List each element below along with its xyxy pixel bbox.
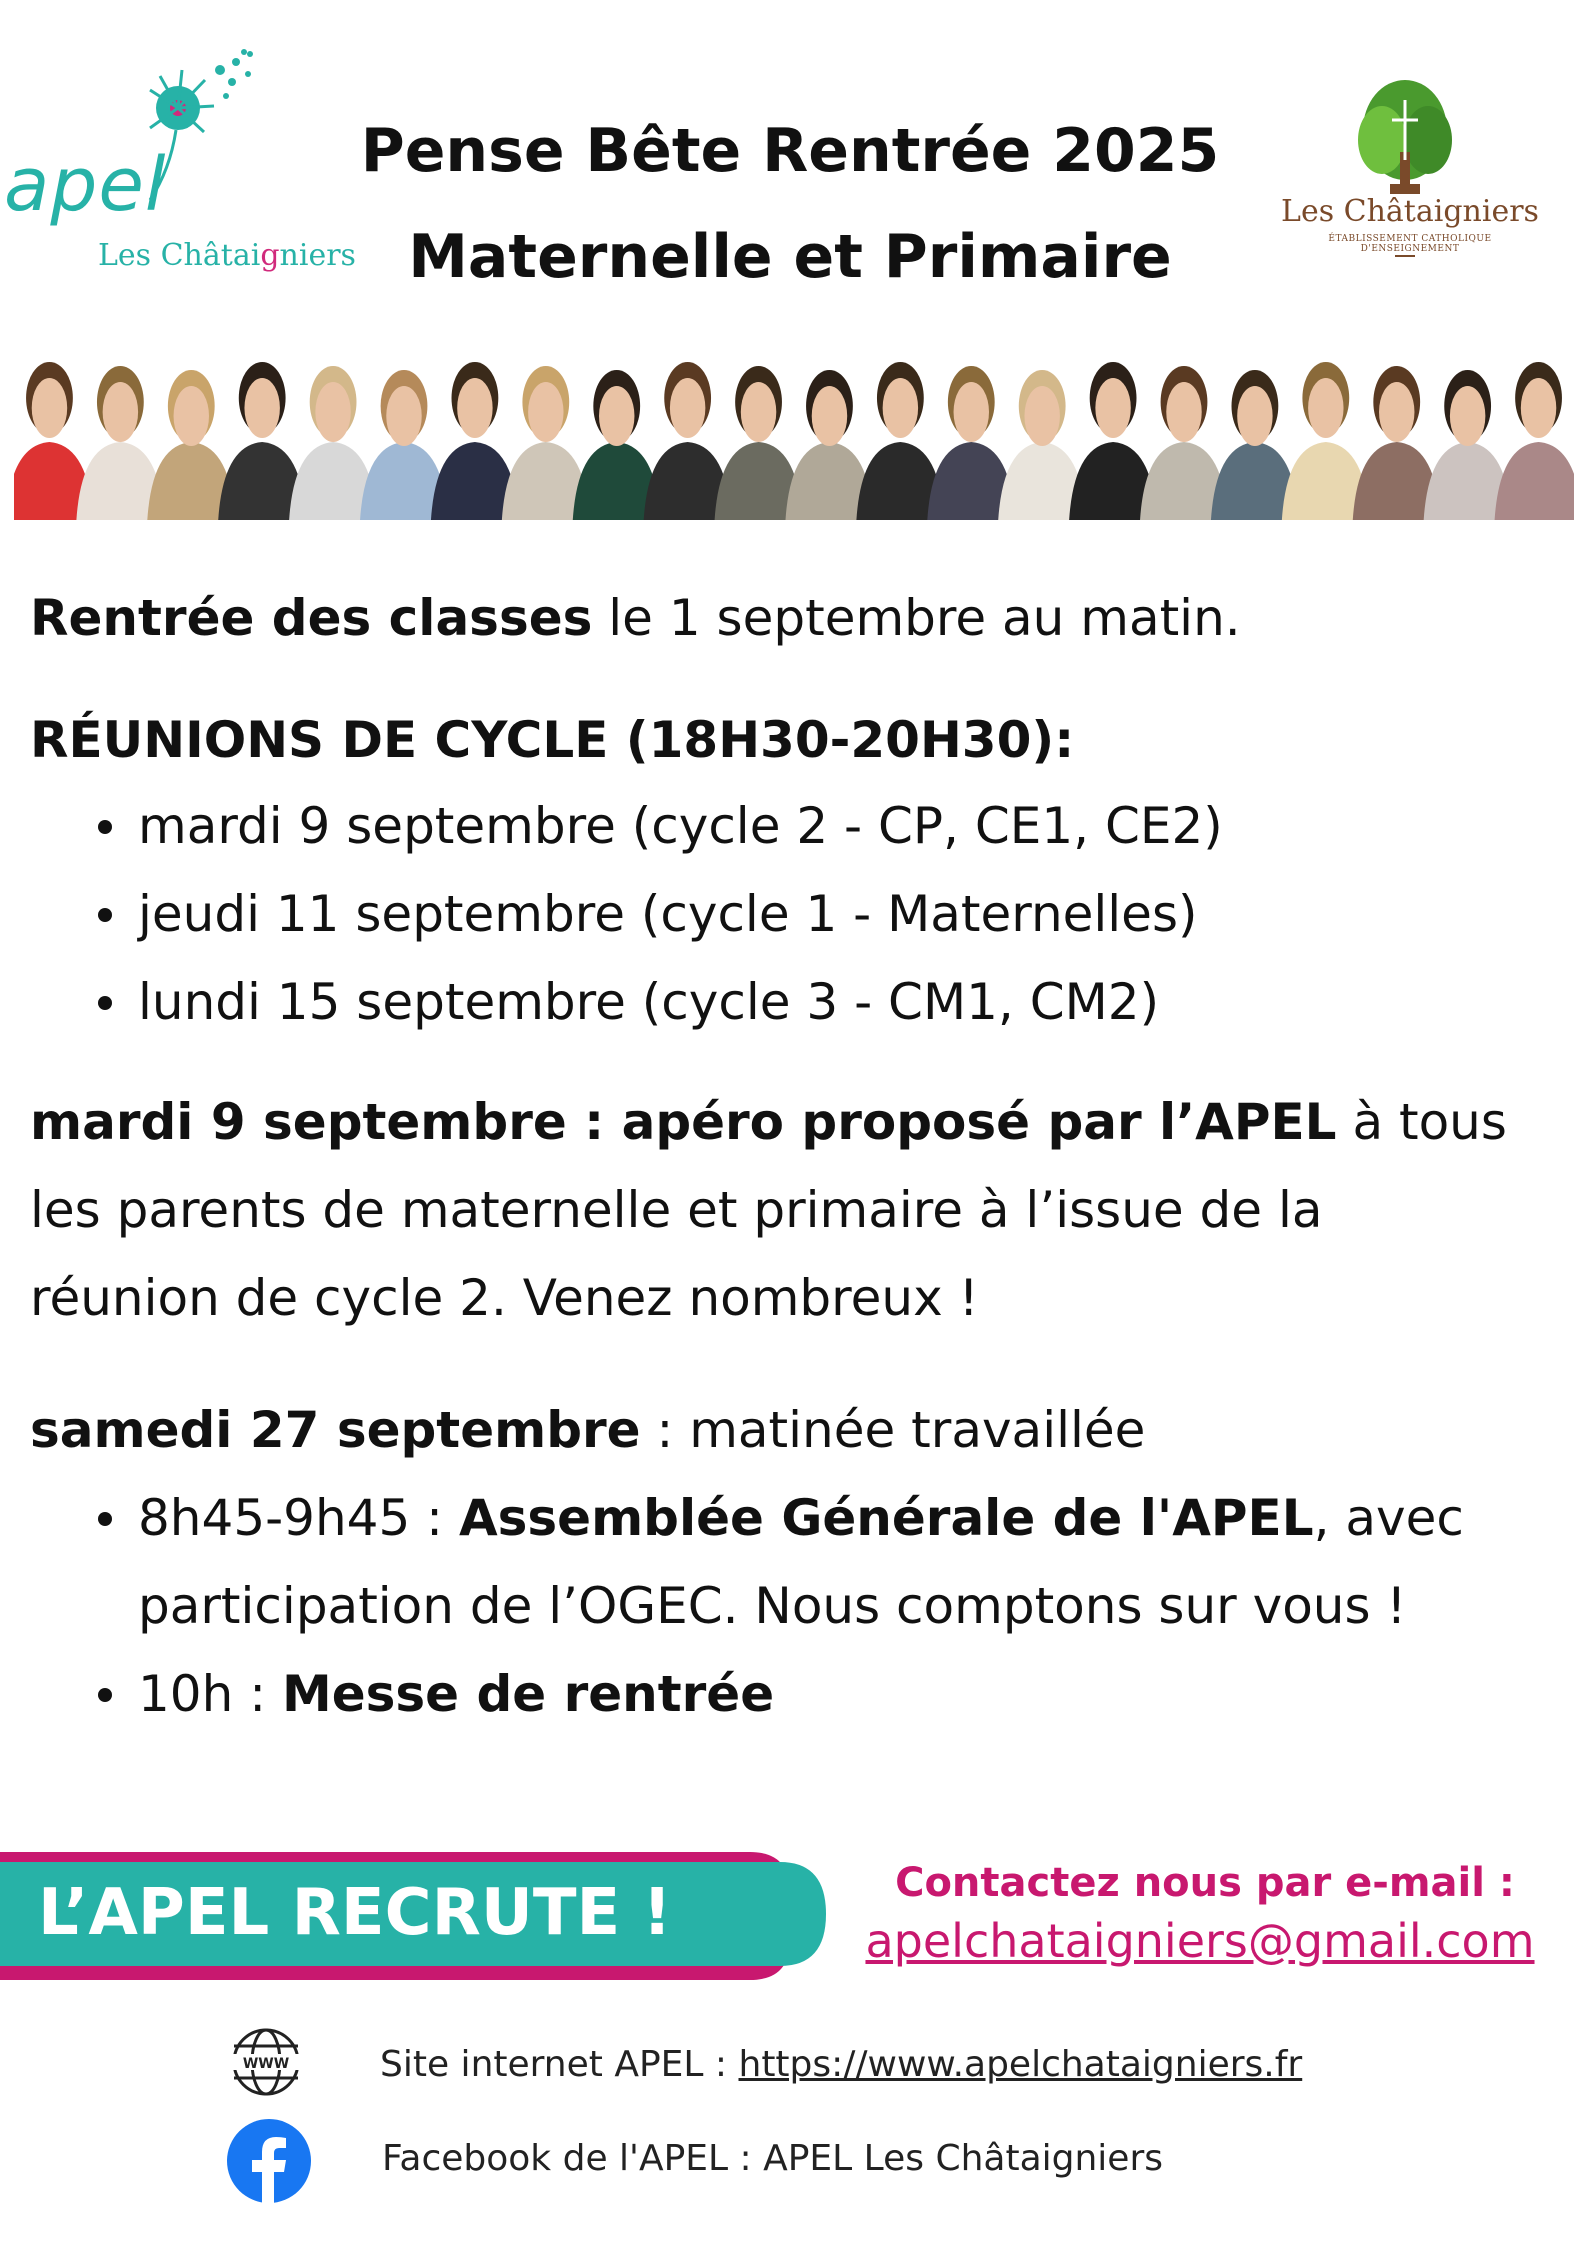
apel-logo-word: apel (4, 142, 167, 228)
list-item-continuation: participation de l’OGEC. Nous comptons sur vous ! (138, 1577, 1407, 1635)
person-face (1166, 382, 1201, 442)
person-face (883, 378, 918, 438)
page-title-line2: Maternelle et Primaire (408, 222, 1172, 292)
person-face (599, 386, 634, 446)
list-item: 8h45-9h45 : Assemblée Générale de l'APEL, avec (80, 1474, 1464, 1562)
person-face (1095, 378, 1130, 438)
contact-email-link[interactable]: apelchataigniers@gmail.com (865, 1914, 1535, 1968)
person-face (1024, 386, 1059, 446)
person-face (1237, 386, 1272, 446)
apel-logo-subtitle: Les Châtaigniers (98, 238, 356, 273)
person-face (528, 382, 563, 442)
person-face (457, 378, 492, 438)
tree-icon (1358, 80, 1452, 194)
person-face (670, 378, 705, 438)
person-face (1379, 382, 1414, 442)
person-face (103, 382, 138, 442)
list-item: jeudi 11 septembre (cycle 1 - Maternelles) (80, 870, 1223, 958)
facebook-line[interactable]: Facebook de l'APEL : APEL Les Châtaigniers (382, 2138, 1164, 2179)
apero-paragraph: mardi 9 septembre : apéro proposé par l’APEL à tous les parents de maternelle et primaire à l’issue de la réunion de cycle 2. Venez nombreux ! (30, 1093, 1507, 1327)
samedi-bold: samedi 27 septembre (30, 1401, 641, 1459)
rentree-bold: Rentrée des classes (30, 589, 593, 647)
team-photo (14, 350, 1574, 520)
person-face (741, 382, 776, 442)
person-face (1450, 386, 1485, 446)
contact-label: Contactez nous par e-mail : (895, 1860, 1515, 1906)
person-face (1308, 378, 1343, 438)
rentree-line (30, 574, 1241, 662)
school-logo-subtitle: ÉTABLISSEMENT CATHOLIQUE D'ENSEIGNEMENT (1328, 234, 1492, 254)
list-item: 10h : Messe de rentrée (80, 1650, 1464, 1738)
rentree-rest: le 1 septembre au matin. (592, 589, 1241, 647)
list-item: lundi 15 septembre (cycle 3 - CM1, CM2) (80, 958, 1223, 1046)
reunions-title: RÉUNIONS DE CYCLE (18H30-20H30): (30, 711, 1075, 769)
person-face (315, 382, 350, 442)
page-title-line1: Pense Bête Rentrée 2025 (360, 116, 1220, 186)
person-face (954, 382, 989, 442)
site-link[interactable]: https://www.apelchataigniers.fr (738, 2044, 1303, 2085)
samedi-list (80, 1474, 1464, 1738)
person-face (386, 386, 421, 446)
globe-icon (230, 2026, 302, 2098)
globe-icon-label: WWW (242, 2056, 290, 2072)
school-logo-word: Les Châtaigniers (1281, 194, 1539, 229)
person-body (1495, 442, 1574, 520)
person-face (174, 386, 209, 446)
apero-bold: mardi 9 septembre : apéro proposé par l’APEL (30, 1093, 1337, 1151)
person-face (1521, 378, 1556, 438)
site-line (380, 2044, 1302, 2085)
person-face (244, 378, 279, 438)
reunions-list (80, 782, 1223, 1046)
person-face (32, 378, 67, 438)
facebook-icon[interactable] (226, 2118, 312, 2204)
samedi-line: samedi 27 septembre : matinée travaillée (30, 1401, 1146, 1459)
list-item: mardi 9 septembre (cycle 2 - CP, CE1, CE2) (80, 782, 1223, 870)
person-face (812, 386, 847, 446)
site-label: Site internet APEL : (380, 2044, 739, 2085)
recruit-text: L’APEL RECRUTE ! (38, 1876, 672, 1950)
